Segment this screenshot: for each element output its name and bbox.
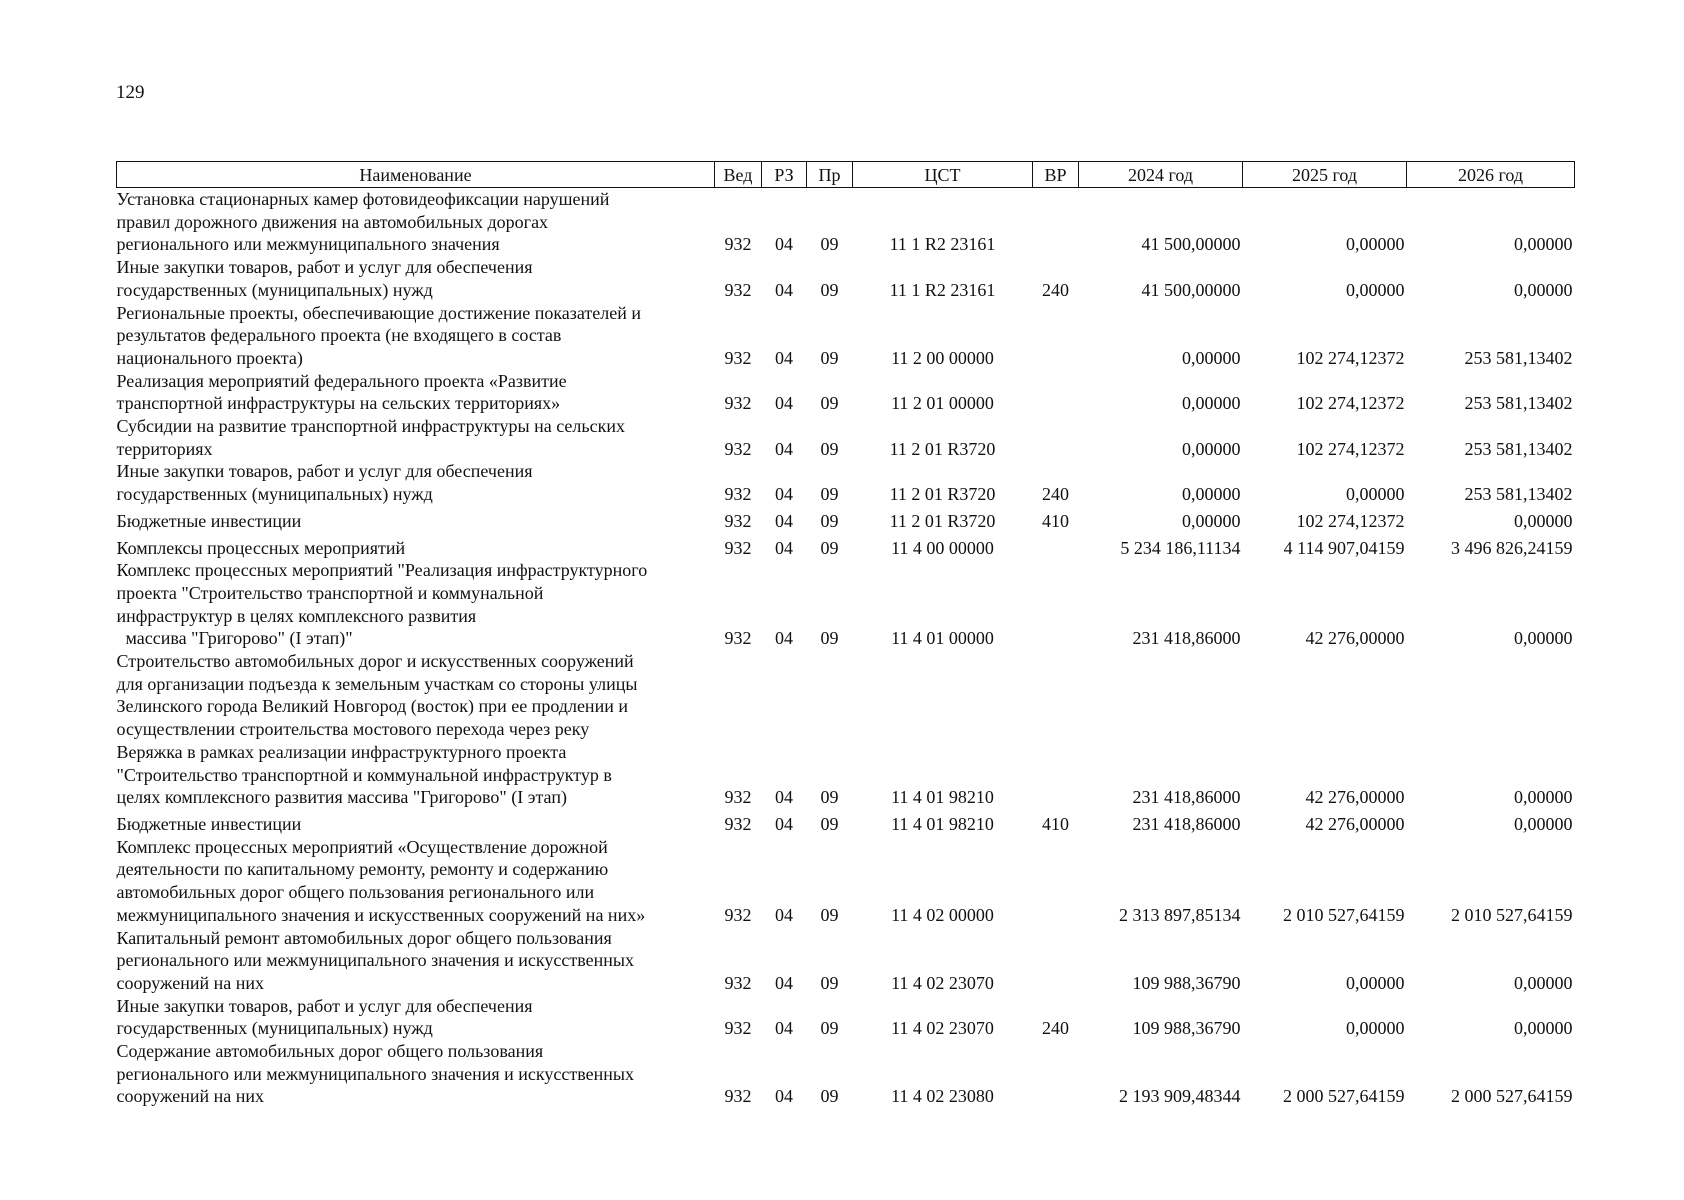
table-row bbox=[117, 506, 1575, 533]
row-2025-cell: 42 276,00000 bbox=[1305, 787, 1405, 808]
row-pr-cell: 09 bbox=[820, 393, 839, 414]
row-2026-cell: 253 581,13402 bbox=[1464, 438, 1573, 459]
row-2026-cell: 0,00000 bbox=[1514, 787, 1573, 808]
row-pr-cell: 09 bbox=[820, 787, 839, 808]
row-2024-cell: 2 313 897,85134 bbox=[1119, 904, 1241, 925]
row-name-line: государственных (муниципальных) нужд bbox=[116, 1018, 433, 1039]
row-2025-cell: 102 274,12372 bbox=[1296, 347, 1405, 368]
row-cst-cell: 11 1 R2 23161 bbox=[889, 234, 996, 255]
row-name-line: Комплекс процессных мероприятий "Реализация инфраструктурного bbox=[116, 560, 648, 581]
row-2025-cell: 102 274,12372 bbox=[1296, 438, 1405, 459]
row-ved-cell: 932 bbox=[724, 393, 752, 414]
row-name-line: сооружений на них bbox=[116, 972, 264, 993]
table-row bbox=[117, 415, 1575, 460]
row-name-line: Установка стационарных камер фотовидеофиксации нарушений bbox=[116, 189, 610, 209]
row-2024-cell: 5 234 186,11134 bbox=[1120, 537, 1241, 558]
row-rz-cell: 04 bbox=[775, 438, 793, 459]
row-pr-cell: 09 bbox=[820, 628, 839, 649]
row-2026-cell: 0,00000 bbox=[1514, 813, 1573, 834]
row-rz-cell: 04 bbox=[775, 484, 793, 505]
row-name-line: "Строительство транспортной и коммунальной инфраструктур в bbox=[116, 764, 612, 785]
row-name-cell bbox=[117, 533, 715, 560]
row-name-line: Реализация мероприятий федерального проекта «Развитие bbox=[116, 370, 567, 391]
row-name-line: Веряжка в рамках реализации инфраструктурного проекта bbox=[116, 741, 567, 762]
row-cst-cell: 11 4 00 00000 bbox=[891, 537, 994, 558]
header-rz: РЗ bbox=[762, 162, 807, 188]
row-2025-cell: 42 276,00000 bbox=[1305, 628, 1405, 649]
row-name-line: Бюджетные инвестиции bbox=[116, 510, 302, 531]
row-2026-cell: 0,00000 bbox=[1514, 628, 1573, 649]
row-cst-cell: 11 4 02 23070 bbox=[891, 1018, 994, 1039]
row-vr-cell bbox=[1033, 188, 1079, 257]
row-2026-cell: 0,00000 bbox=[1514, 510, 1573, 531]
row-name-line: целях комплексного развития массива "Григорово" (I этап) bbox=[116, 787, 567, 808]
row-rz-cell: 04 bbox=[775, 904, 793, 925]
row-rz-cell: 04 bbox=[775, 1018, 793, 1039]
row-name-line: Комплексы процессных мероприятий bbox=[116, 537, 406, 558]
table-header-row bbox=[117, 162, 1575, 188]
row-cst-cell: 11 4 02 00000 bbox=[891, 904, 994, 925]
row-2024-cell: 231 418,86000 bbox=[1132, 813, 1241, 834]
row-2025-cell: 0,00000 bbox=[1346, 972, 1405, 993]
row-2024-cell: 2 193 909,48344 bbox=[1119, 1086, 1241, 1107]
row-pr-cell: 09 bbox=[820, 234, 839, 255]
row-name-line: Содержание автомобильных дорог общего пользования bbox=[116, 1041, 544, 1062]
row-rz-cell: 04 bbox=[775, 628, 793, 649]
row-rz-cell: 04 bbox=[775, 234, 793, 255]
row-2025-cell: 4 114 907,04159 bbox=[1283, 537, 1405, 558]
row-vr-cell bbox=[1033, 533, 1079, 560]
row-2026-cell: 253 581,13402 bbox=[1464, 347, 1573, 368]
row-name-line: национального проекта) bbox=[116, 347, 303, 368]
row-pr-cell: 09 bbox=[820, 484, 839, 505]
row-vr-cell: 240 bbox=[1042, 484, 1069, 505]
row-name-line: деятельности по капитальному ремонту, ремонту и содержанию bbox=[116, 859, 609, 880]
row-2026-cell: 0,00000 bbox=[1514, 234, 1573, 255]
row-2024-cell: 0,00000 bbox=[1182, 438, 1241, 459]
row-name-line: Иные закупки товаров, работ и услуг для обеспечения bbox=[116, 257, 533, 278]
budget-table bbox=[116, 161, 1575, 1108]
row-name-line: результатов федерального проекта (не входящего в состав bbox=[116, 325, 562, 346]
row-vr-cell: 240 bbox=[1042, 279, 1069, 300]
row-ved-cell: 932 bbox=[724, 279, 752, 300]
row-2024-cell: 0,00000 bbox=[1182, 347, 1241, 368]
row-pr-cell: 09 bbox=[820, 904, 839, 925]
row-vr-cell: 410 bbox=[1042, 813, 1069, 834]
row-name-line: массива "Григорово" (I этап)" bbox=[125, 628, 353, 649]
row-vr-cell bbox=[1033, 1040, 1079, 1108]
row-2026-cell: 2 010 527,64159 bbox=[1451, 904, 1573, 925]
table-row bbox=[117, 836, 1575, 927]
table-row bbox=[117, 302, 1575, 370]
row-2025-cell: 2 010 527,64159 bbox=[1283, 904, 1405, 925]
row-name-line: территориях bbox=[116, 438, 213, 459]
row-name-line: межмуниципального значения и искусственных сооружений на них» bbox=[116, 904, 646, 925]
row-vr-cell bbox=[1033, 370, 1079, 415]
header-name: Наименование bbox=[117, 162, 715, 188]
row-name-line: Комплекс процессных мероприятий «Осуществление дорожной bbox=[116, 836, 608, 857]
row-2026-cell: 2 000 527,64159 bbox=[1451, 1086, 1573, 1107]
row-name-cell bbox=[117, 927, 715, 995]
row-pr-cell: 09 bbox=[820, 972, 839, 993]
row-rz-cell: 04 bbox=[775, 1086, 793, 1107]
row-ved-cell: 932 bbox=[724, 628, 752, 649]
row-pr-cell: 09 bbox=[820, 438, 839, 459]
row-rz-cell: 04 bbox=[775, 279, 793, 300]
row-2024-cell: 109 988,36790 bbox=[1132, 972, 1241, 993]
header-vr: ВР bbox=[1033, 162, 1079, 188]
row-ved-cell: 932 bbox=[724, 510, 752, 531]
budget-table-container bbox=[116, 161, 1574, 1108]
row-2025-cell: 102 274,12372 bbox=[1296, 393, 1405, 414]
header-2025: 2025 год bbox=[1243, 162, 1407, 188]
row-name-line: осуществлении строительства мостового перехода через реку bbox=[116, 719, 590, 740]
row-2025-cell: 0,00000 bbox=[1346, 484, 1405, 505]
row-name-cell bbox=[117, 460, 715, 505]
row-pr-cell: 09 bbox=[820, 1018, 839, 1039]
row-name-cell bbox=[117, 559, 715, 650]
row-name-line: Иные закупки товаров, работ и услуг для обеспечения bbox=[116, 995, 533, 1016]
row-cst-cell: 11 4 01 00000 bbox=[891, 628, 994, 649]
row-2026-cell: 253 581,13402 bbox=[1464, 393, 1573, 414]
row-pr-cell: 09 bbox=[820, 279, 839, 300]
row-vr-cell bbox=[1033, 559, 1079, 650]
row-2026-cell: 0,00000 bbox=[1514, 972, 1573, 993]
row-2026-cell: 0,00000 bbox=[1514, 279, 1573, 300]
table-row bbox=[117, 559, 1575, 650]
row-ved-cell: 932 bbox=[724, 1086, 752, 1107]
row-cst-cell: 11 4 01 98210 bbox=[891, 813, 994, 834]
row-cst-cell: 11 2 01 R3720 bbox=[889, 484, 996, 505]
table-row bbox=[117, 1040, 1575, 1108]
row-cst-cell: 11 4 02 23080 bbox=[891, 1086, 994, 1107]
table-row bbox=[117, 533, 1575, 560]
row-2024-cell: 231 418,86000 bbox=[1132, 787, 1241, 808]
row-ved-cell: 932 bbox=[724, 904, 752, 925]
row-name-line: государственных (муниципальных) нужд bbox=[116, 484, 433, 505]
row-name-cell bbox=[117, 188, 715, 257]
row-name-line: государственных (муниципальных) нужд bbox=[116, 279, 433, 300]
row-name-line: Региональные проекты, обеспечивающие достижение показателей и bbox=[116, 302, 642, 323]
header-cst: ЦСТ bbox=[853, 162, 1033, 188]
row-rz-cell: 04 bbox=[775, 510, 793, 531]
row-ved-cell: 932 bbox=[724, 347, 752, 368]
row-name-cell bbox=[117, 995, 715, 1040]
row-ved-cell: 932 bbox=[724, 813, 752, 834]
row-name-cell bbox=[117, 1040, 715, 1108]
row-name-line: правил дорожного движения на автомобильных дорогах bbox=[116, 211, 549, 232]
row-name-line: проекта "Строительство транспортной и коммунальной bbox=[116, 582, 544, 603]
table-body bbox=[117, 188, 1575, 1109]
row-name-line: для организации подъезда к земельным участкам со стороны улицы bbox=[116, 673, 638, 694]
row-2024-cell: 41 500,00000 bbox=[1141, 279, 1241, 300]
table-row bbox=[117, 460, 1575, 505]
row-cst-cell: 11 2 00 00000 bbox=[891, 347, 994, 368]
row-name-line: Бюджетные инвестиции bbox=[116, 813, 302, 834]
table-row bbox=[117, 650, 1575, 809]
row-rz-cell: 04 bbox=[775, 787, 793, 808]
row-name-line: автомобильных дорог общего пользования регионального или bbox=[116, 882, 595, 903]
row-vr-cell bbox=[1033, 927, 1079, 995]
row-2025-cell: 0,00000 bbox=[1346, 234, 1405, 255]
row-2025-cell: 102 274,12372 bbox=[1296, 510, 1405, 531]
row-cst-cell: 11 4 02 23070 bbox=[891, 972, 994, 993]
row-2024-cell: 0,00000 bbox=[1182, 393, 1241, 414]
row-vr-cell bbox=[1033, 302, 1079, 370]
row-name-cell bbox=[117, 370, 715, 415]
row-name-line: регионального или межмуниципального значения bbox=[116, 234, 500, 255]
row-name-line: Зелинского города Великий Новгород (восток) при ее продлении и bbox=[116, 696, 628, 717]
row-2026-cell: 253 581,13402 bbox=[1464, 484, 1573, 505]
table-row bbox=[117, 256, 1575, 301]
row-ved-cell: 932 bbox=[724, 972, 752, 993]
row-vr-cell: 410 bbox=[1042, 510, 1069, 531]
row-name-cell bbox=[117, 256, 715, 301]
row-name-line: регионального или межмуниципального значения и искусственных bbox=[116, 1063, 634, 1084]
table-row bbox=[117, 809, 1575, 836]
row-ved-cell: 932 bbox=[724, 484, 752, 505]
row-name-cell bbox=[117, 836, 715, 927]
row-2026-cell: 3 496 826,24159 bbox=[1451, 537, 1573, 558]
row-rz-cell: 04 bbox=[775, 972, 793, 993]
row-pr-cell: 09 bbox=[820, 1086, 839, 1107]
row-name-line: Капитальный ремонт автомобильных дорог общего пользования bbox=[116, 927, 612, 948]
row-cst-cell: 11 4 01 98210 bbox=[891, 787, 994, 808]
row-ved-cell: 932 bbox=[724, 537, 752, 558]
header-pr: Пр bbox=[807, 162, 853, 188]
row-name-line: Субсидии на развитие транспортной инфраструктуры на сельских bbox=[116, 416, 625, 437]
row-pr-cell: 09 bbox=[820, 510, 839, 531]
row-vr-cell: 240 bbox=[1042, 1018, 1069, 1039]
row-vr-cell bbox=[1033, 836, 1079, 927]
row-2024-cell: 0,00000 bbox=[1182, 484, 1241, 505]
row-name-line: Иные закупки товаров, работ и услуг для обеспечения bbox=[116, 461, 533, 482]
row-name-cell bbox=[117, 809, 715, 836]
row-rz-cell: 04 bbox=[775, 347, 793, 368]
row-name-line: инфраструктур в целях комплексного развития bbox=[116, 605, 477, 626]
row-rz-cell: 04 bbox=[775, 813, 793, 834]
row-2025-cell: 2 000 527,64159 bbox=[1283, 1086, 1405, 1107]
row-cst-cell: 11 2 01 R3720 bbox=[889, 510, 996, 531]
row-2025-cell: 42 276,00000 bbox=[1305, 813, 1405, 834]
row-rz-cell: 04 bbox=[775, 537, 793, 558]
row-cst-cell: 11 2 01 00000 bbox=[891, 393, 994, 414]
row-name-cell bbox=[117, 415, 715, 460]
row-2025-cell: 0,00000 bbox=[1346, 279, 1405, 300]
row-name-cell bbox=[117, 650, 715, 809]
row-ved-cell: 932 bbox=[724, 787, 752, 808]
row-vr-cell bbox=[1033, 650, 1079, 809]
table-row bbox=[117, 927, 1575, 995]
row-2024-cell: 109 988,36790 bbox=[1132, 1018, 1241, 1039]
page-number: 129 bbox=[116, 82, 145, 103]
row-name-line: транспортной инфраструктуры на сельских территориях» bbox=[116, 393, 561, 414]
row-2024-cell: 0,00000 bbox=[1182, 510, 1241, 531]
row-name-cell bbox=[117, 302, 715, 370]
row-2024-cell: 41 500,00000 bbox=[1141, 234, 1241, 255]
row-rz-cell: 04 bbox=[775, 393, 793, 414]
row-cst-cell: 11 2 01 R3720 bbox=[889, 438, 996, 459]
row-name-line: Строительство автомобильных дорог и искусственных сооружений bbox=[116, 651, 634, 672]
table-row bbox=[117, 995, 1575, 1040]
row-cst-cell: 11 1 R2 23161 bbox=[889, 279, 996, 300]
header-2026: 2026 год bbox=[1407, 162, 1575, 188]
row-pr-cell: 09 bbox=[820, 347, 839, 368]
row-ved-cell: 932 bbox=[724, 438, 752, 459]
row-name-line: сооружений на них bbox=[116, 1086, 264, 1107]
row-2026-cell: 0,00000 bbox=[1514, 1018, 1573, 1039]
row-2025-cell: 0,00000 bbox=[1346, 1018, 1405, 1039]
header-2024: 2024 год bbox=[1079, 162, 1243, 188]
row-vr-cell bbox=[1033, 415, 1079, 460]
table-row bbox=[117, 188, 1575, 257]
row-ved-cell: 932 bbox=[724, 1018, 752, 1039]
row-pr-cell: 09 bbox=[820, 537, 839, 558]
row-name-cell bbox=[117, 506, 715, 533]
row-name-line: регионального или межмуниципального значения и искусственных bbox=[116, 950, 634, 971]
header-ved: Вед bbox=[715, 162, 762, 188]
row-pr-cell: 09 bbox=[820, 813, 839, 834]
table-row bbox=[117, 370, 1575, 415]
row-ved-cell: 932 bbox=[724, 234, 752, 255]
row-2024-cell: 231 418,86000 bbox=[1132, 628, 1241, 649]
